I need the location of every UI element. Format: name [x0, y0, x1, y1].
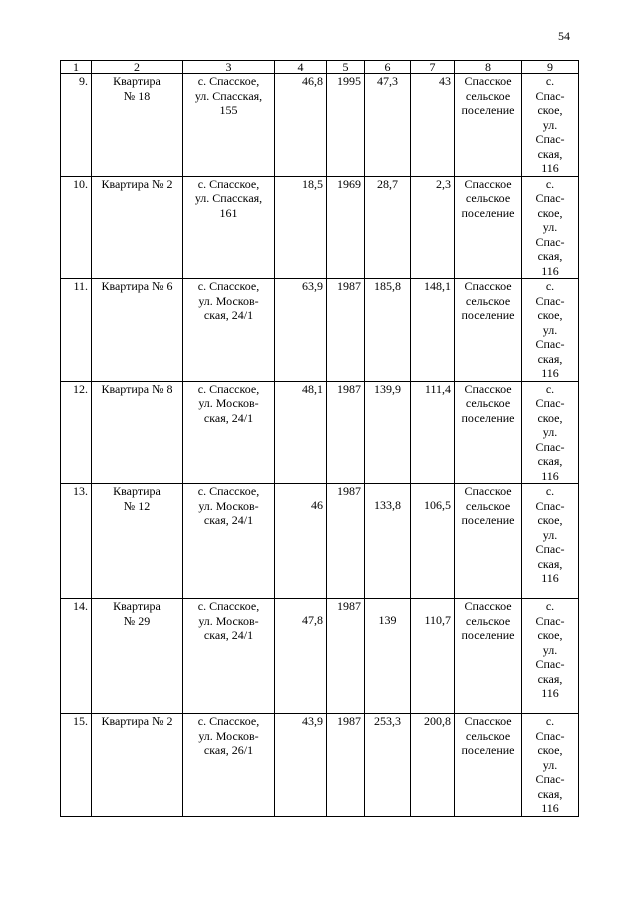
header-cell: 6	[365, 61, 411, 74]
item-note-line: с.	[545, 599, 555, 613]
item-owner-line: сельское	[465, 88, 511, 103]
item-note-line: с.	[545, 176, 555, 191]
item-name-line: № 18	[123, 88, 151, 103]
item-note-line: ская,	[537, 249, 563, 263]
item-value-7: 43	[411, 74, 455, 177]
item-owner	[455, 484, 522, 599]
item-note-line: ул.	[542, 322, 558, 337]
item-owner-line: Спасское	[464, 176, 512, 191]
item-note-line: 116	[541, 263, 559, 278]
item-name	[92, 279, 183, 382]
item-note-line: ская,	[537, 351, 563, 366]
item-value-6: 139	[365, 599, 411, 714]
item-owner	[455, 714, 522, 817]
item-value-6: 28,7	[365, 176, 411, 279]
item-address-line: ул. Москов-	[198, 613, 259, 628]
header-cell: 7	[411, 61, 455, 74]
row-number: 11.	[61, 279, 92, 382]
header-row	[61, 61, 579, 74]
item-note-line: 116	[541, 571, 559, 585]
item-address-line: ул. Москов-	[198, 498, 259, 513]
item-name	[92, 599, 183, 714]
item-note-line: ул.	[542, 425, 558, 439]
item-value-6: 139,9	[365, 381, 411, 484]
item-name-line: № 12	[123, 498, 151, 513]
item-note-line: 116	[541, 468, 559, 483]
header-cell: 3	[183, 61, 275, 74]
item-value-7: 2,3	[411, 176, 455, 279]
item-address-line: ул. Спасская,	[194, 88, 263, 103]
item-address-line: с. Спасское,	[197, 599, 260, 613]
item-note-line: с.	[545, 714, 555, 728]
item-note-line: 116	[541, 366, 559, 380]
item-name	[92, 74, 183, 177]
item-name	[92, 484, 183, 599]
item-address-line: ская, 26/1	[203, 743, 254, 757]
item-note	[522, 599, 579, 714]
item-note-line: Спас-	[535, 439, 565, 454]
item-owner-line: Спасское	[464, 381, 512, 396]
item-address-line: ул. Москов-	[198, 728, 259, 743]
item-area: 46,8	[275, 74, 327, 177]
item-address	[183, 599, 275, 714]
row-number: 9.	[61, 74, 92, 177]
item-address-line: с. Спасское,	[197, 279, 260, 293]
item-owner-line: сельское	[465, 396, 511, 410]
header-cell: 2	[92, 61, 183, 74]
item-address-line: ул. Москов-	[198, 293, 259, 308]
item-note-line: 116	[541, 686, 559, 700]
item-area: 43,9	[275, 714, 327, 817]
item-note-line: Спас-	[535, 542, 565, 556]
item-area: 46	[275, 484, 327, 599]
item-address	[183, 279, 275, 382]
item-owner-line: поселение	[461, 628, 515, 642]
item-address	[183, 484, 275, 599]
item-note-line: ская,	[537, 454, 563, 468]
item-note-line: Спас-	[535, 657, 565, 671]
item-value-7: 106,5	[411, 484, 455, 599]
item-value-6: 133,8	[365, 484, 411, 599]
item-name	[92, 176, 183, 279]
item-note	[522, 484, 579, 599]
item-address	[183, 74, 275, 177]
header-cell: 4	[275, 61, 327, 74]
item-owner	[455, 279, 522, 382]
item-owner-line: поселение	[461, 410, 515, 425]
item-value-7: 110,7	[411, 599, 455, 714]
item-area: 63,9	[275, 279, 327, 382]
item-year: 1987	[327, 484, 365, 599]
item-name	[92, 381, 183, 484]
item-owner	[455, 74, 522, 177]
item-note-line: ул.	[542, 220, 558, 234]
item-address-line: 161	[219, 205, 238, 220]
item-note-line: ул.	[542, 117, 558, 132]
item-note-line: Спас-	[535, 234, 565, 249]
item-owner-line: поселение	[461, 103, 515, 117]
item-note-line: ское,	[537, 410, 563, 425]
item-area: 18,5	[275, 176, 327, 279]
item-note-line: Спас-	[535, 293, 565, 308]
item-address-line: ул. Москов-	[198, 396, 259, 410]
item-value-6: 185,8	[365, 279, 411, 382]
item-owner-line: Спасское	[464, 74, 512, 88]
item-address-line: с. Спасское,	[197, 176, 260, 191]
item-value-7: 111,4	[411, 381, 455, 484]
item-owner	[455, 176, 522, 279]
item-owner-line: Спасское	[464, 484, 512, 498]
table-row	[61, 599, 579, 714]
item-note	[522, 714, 579, 817]
item-note-line: ул.	[542, 642, 558, 657]
item-owner-line: сельское	[465, 613, 511, 628]
item-note-line: ское,	[537, 103, 563, 117]
item-year: 1987	[327, 381, 365, 484]
item-address-line: ская, 24/1	[203, 513, 254, 527]
header-cell: 1	[61, 61, 92, 74]
item-address-line: ская, 24/1	[203, 628, 254, 642]
table-row	[61, 381, 579, 484]
item-year: 1969	[327, 176, 365, 279]
item-owner-line: сельское	[465, 498, 511, 513]
item-year: 1987	[327, 599, 365, 714]
property-table	[60, 60, 579, 817]
header-cell: 9	[522, 61, 579, 74]
item-value-6: 47,3	[365, 74, 411, 177]
item-owner-line: поселение	[461, 743, 515, 757]
item-owner	[455, 599, 522, 714]
item-note-line: с.	[545, 279, 555, 293]
item-address-line: ул. Спасская,	[194, 191, 263, 205]
item-note-line: ская,	[537, 671, 563, 686]
item-owner-line: сельское	[465, 191, 511, 205]
row-number: 14.	[61, 599, 92, 714]
item-note-line: с.	[545, 484, 555, 498]
item-note-line: Спас-	[535, 396, 565, 410]
item-note-line: Спас-	[535, 88, 565, 103]
item-area: 47,8	[275, 599, 327, 714]
row-number: 12.	[61, 381, 92, 484]
item-note-line: ское,	[537, 513, 563, 527]
item-note-line: ское,	[537, 743, 563, 757]
item-name-line: № 29	[123, 613, 151, 628]
item-owner-line: Спасское	[464, 599, 512, 613]
item-note-line: 116	[541, 161, 559, 175]
item-year: 1987	[327, 714, 365, 817]
item-owner-line: поселение	[461, 205, 515, 220]
item-address-line: ская, 24/1	[203, 410, 254, 425]
item-note-line: с.	[545, 74, 555, 88]
item-name-line: Квартира № 2	[101, 176, 173, 191]
item-name-line: Квартира	[113, 484, 161, 498]
item-note-line: ская,	[537, 556, 563, 571]
table-body	[61, 74, 579, 817]
item-address-line: с. Спасское,	[197, 74, 260, 88]
item-note-line: ское,	[537, 205, 563, 220]
item-note-line: Спас-	[535, 191, 565, 205]
item-note-line: Спас-	[535, 772, 565, 786]
item-address-line: с. Спасское,	[197, 714, 260, 728]
item-note-line: Спас-	[535, 613, 565, 628]
item-year: 1995	[327, 74, 365, 177]
item-address-line: с. Спасское,	[197, 381, 260, 396]
item-value-6: 253,3	[365, 714, 411, 817]
item-owner-line: поселение	[461, 308, 515, 322]
item-owner-line: сельское	[465, 293, 511, 308]
item-name-line: Квартира	[113, 74, 161, 88]
page-number: 54	[558, 29, 570, 43]
item-note-line: с.	[545, 381, 555, 396]
item-value-7: 148,1	[411, 279, 455, 382]
row-number: 13.	[61, 484, 92, 599]
header-cell: 5	[327, 61, 365, 74]
item-note-line: Спас-	[535, 498, 565, 513]
item-area: 48,1	[275, 381, 327, 484]
table-row	[61, 176, 579, 279]
item-note-line: Спас-	[535, 132, 565, 146]
item-name-line: Квартира	[113, 599, 161, 613]
item-note	[522, 381, 579, 484]
item-name-line: Квартира № 6	[101, 279, 173, 293]
item-name	[92, 714, 183, 817]
item-owner-line: сельское	[465, 728, 511, 743]
item-name-line: Квартира № 8	[101, 381, 173, 396]
item-address	[183, 714, 275, 817]
item-address-line: ская, 24/1	[203, 308, 254, 322]
table-row	[61, 279, 579, 382]
header-cell: 8	[455, 61, 522, 74]
item-note-line: ская,	[537, 146, 563, 161]
item-year: 1987	[327, 279, 365, 382]
item-owner-line: Спасское	[464, 714, 512, 728]
item-address	[183, 176, 275, 279]
item-note-line: ская,	[537, 786, 563, 801]
item-note	[522, 74, 579, 177]
row-number: 10.	[61, 176, 92, 279]
item-value-7: 200,8	[411, 714, 455, 817]
table-row	[61, 484, 579, 599]
row-number: 15.	[61, 714, 92, 817]
item-note-line: ул.	[542, 527, 558, 542]
item-note-line: 116	[541, 801, 559, 815]
item-note-line: ское,	[537, 628, 563, 642]
item-owner-line: Спасское	[464, 279, 512, 293]
item-note	[522, 176, 579, 279]
table-row	[61, 714, 579, 817]
item-note-line: ул.	[542, 757, 558, 772]
item-address	[183, 381, 275, 484]
item-address-line: с. Спасское,	[197, 484, 260, 498]
item-note	[522, 279, 579, 382]
item-address-line: 155	[219, 103, 238, 117]
item-note-line: Спас-	[535, 337, 565, 351]
item-owner-line: поселение	[461, 513, 515, 527]
item-note-line: Спас-	[535, 728, 565, 743]
item-note-line: ское,	[537, 308, 563, 322]
table-row	[61, 74, 579, 177]
item-name-line: Квартира № 2	[101, 714, 173, 728]
item-owner	[455, 381, 522, 484]
